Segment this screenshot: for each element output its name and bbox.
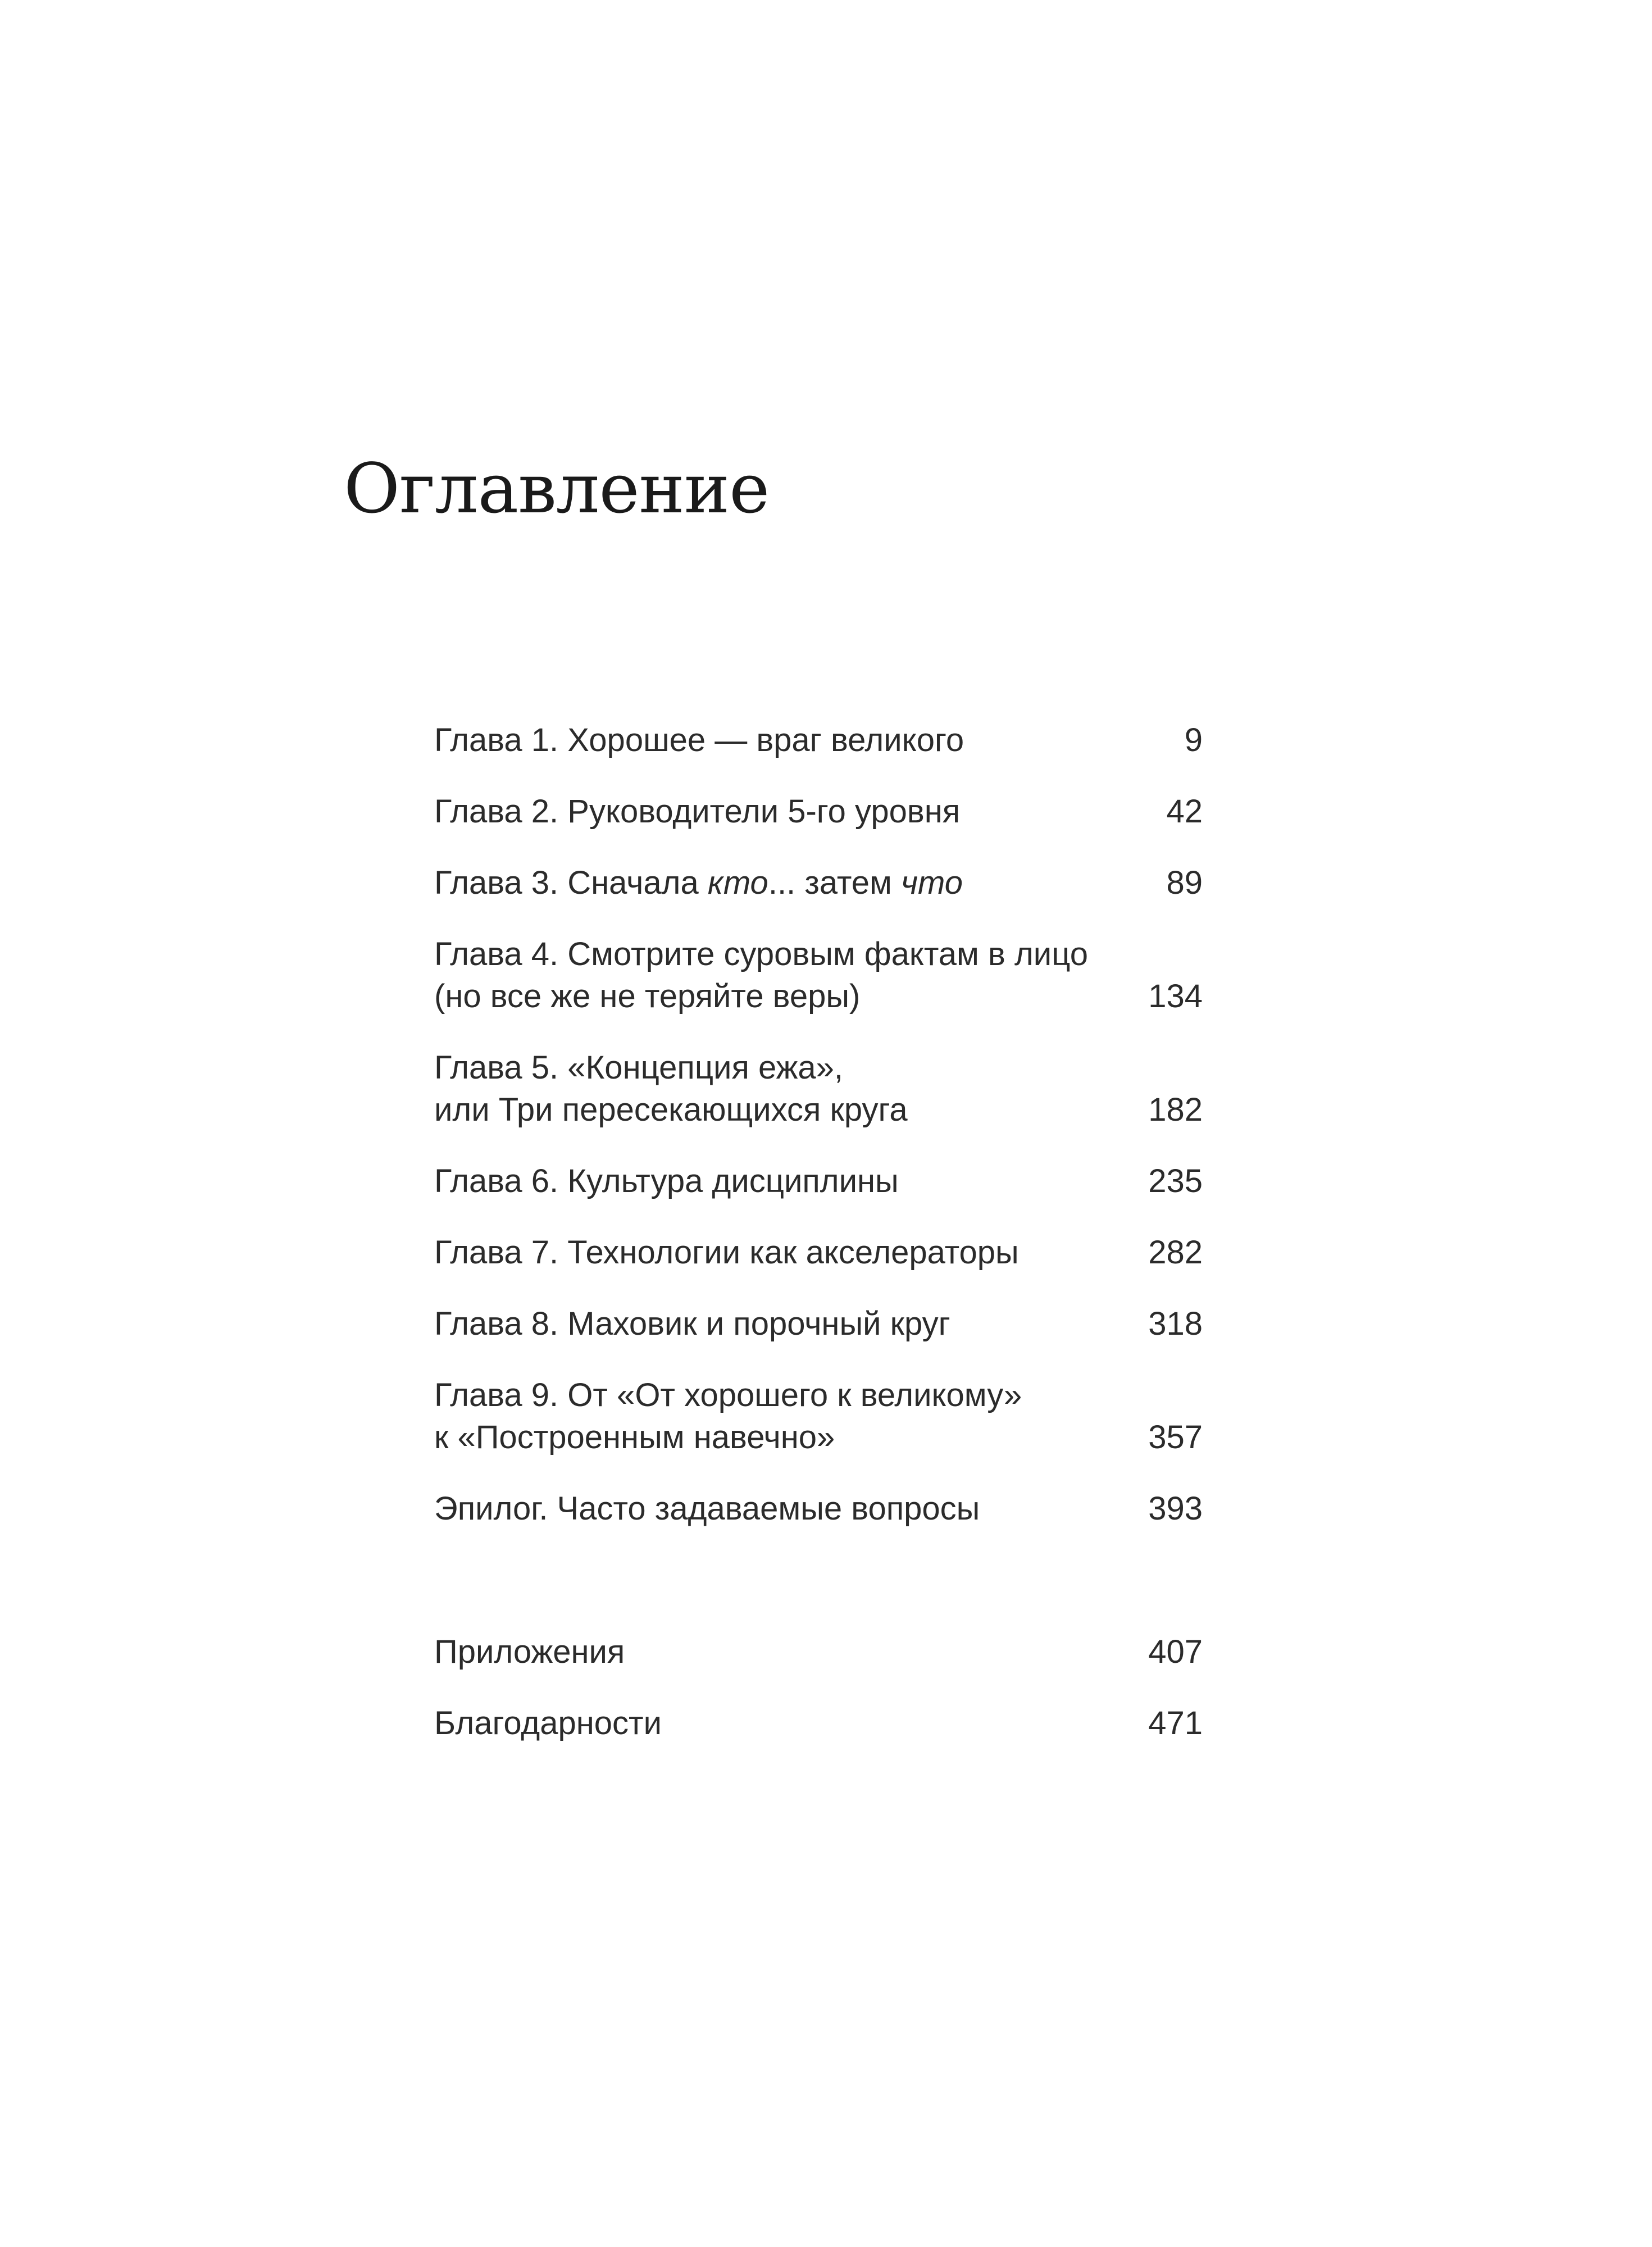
toc-page-number: 282 bbox=[1148, 1234, 1203, 1271]
toc-page-number: 235 bbox=[1148, 1163, 1203, 1199]
table-of-contents-back-matter bbox=[434, 1631, 1203, 1773]
toc-page-number: 471 bbox=[1148, 1705, 1203, 1741]
toc-page-number: 42 bbox=[1166, 793, 1203, 830]
toc-entry-title: Эпилог. Часто задаваемые вопросы bbox=[434, 1490, 980, 1527]
page-title: Оглавление bbox=[344, 449, 770, 529]
toc-page-number: 9 bbox=[1184, 722, 1203, 758]
toc-title-part: ... затем bbox=[768, 865, 902, 901]
toc-entry-title: Благодарности bbox=[434, 1705, 662, 1741]
toc-page-number: 393 bbox=[1148, 1490, 1203, 1527]
toc-entry-chapter-9 bbox=[434, 1374, 1203, 1458]
toc-entry-epilogue bbox=[434, 1488, 1203, 1530]
toc-page-number: 134 bbox=[1148, 978, 1203, 1015]
toc-entry-title-continued: к «Построенным навечно» bbox=[434, 1419, 835, 1455]
toc-entry-title: Глава 1. Хорошее — враг великого bbox=[434, 722, 964, 758]
toc-entry-title: Глава 8. Маховик и порочный круг bbox=[434, 1306, 950, 1342]
toc-page-number: 182 bbox=[1148, 1091, 1203, 1128]
toc-entry-title-continued: или Три пересекающихся круга bbox=[434, 1091, 908, 1128]
toc-entry-title: Глава 2. Руководители 5-го уровня bbox=[434, 793, 961, 830]
toc-entry-title: Глава 7. Технологии как акселераторы bbox=[434, 1234, 1019, 1271]
toc-entry-title-continued: (но все же не теряйте веры) bbox=[434, 978, 861, 1015]
toc-entry-appendices bbox=[434, 1631, 1203, 1673]
toc-entry-title: Приложения bbox=[434, 1634, 625, 1670]
toc-title-italic-who: кто bbox=[707, 865, 768, 901]
toc-entry-title: Глава 5. «Концепция ежа», bbox=[434, 1049, 844, 1086]
toc-entry-title: Глава 9. От «От хорошего к великому» bbox=[434, 1377, 1022, 1413]
toc-entry-chapter-5 bbox=[434, 1047, 1203, 1131]
toc-entry-chapter-4 bbox=[434, 933, 1203, 1017]
table-of-contents bbox=[434, 719, 1203, 1559]
toc-entry-title bbox=[434, 862, 1203, 904]
toc-entry-chapter-7 bbox=[434, 1231, 1203, 1273]
toc-page-number: 357 bbox=[1148, 1419, 1203, 1455]
toc-entry-chapter-3 bbox=[434, 862, 1203, 904]
toc-page-number: 407 bbox=[1148, 1634, 1203, 1670]
toc-entry-acknowledgements bbox=[434, 1702, 1203, 1744]
toc-title-part: Глава 3. Сначала bbox=[434, 865, 708, 901]
toc-page-number: 89 bbox=[1166, 865, 1203, 901]
toc-entry-chapter-1 bbox=[434, 719, 1203, 761]
toc-entry-title: Глава 4. Смотрите суровым фактам в лицо bbox=[434, 936, 1089, 972]
toc-entry-title: Глава 6. Культура дисциплины bbox=[434, 1163, 899, 1199]
toc-title-italic-what: что bbox=[901, 865, 963, 901]
toc-entry-chapter-8 bbox=[434, 1303, 1203, 1345]
toc-entry-chapter-2 bbox=[434, 790, 1203, 833]
toc-entry-chapter-6 bbox=[434, 1160, 1203, 1202]
toc-page-number: 318 bbox=[1148, 1306, 1203, 1342]
